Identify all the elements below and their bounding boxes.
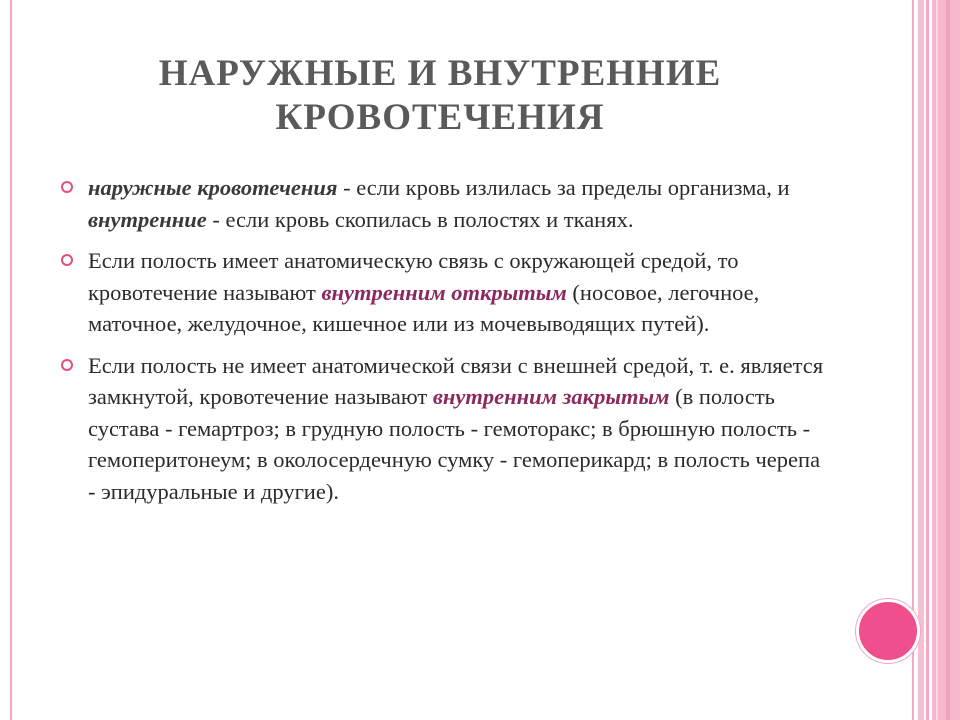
title-line-1: НАРУЖНЫЕ И ВНУТРЕННИЕ: [158, 53, 722, 94]
bullet-circle-icon: [61, 181, 73, 193]
term: наружные кровотечения: [88, 175, 338, 200]
slide-title: [80, 52, 800, 140]
pink-circle-icon: [856, 599, 920, 663]
stripe: [936, 0, 938, 720]
title-line-2: КРОВОТЕЧЕНИЯ: [275, 97, 605, 138]
bullet-text: (носовое, легочное, маточное, желудочное, кишечное или из мочевыводящих путей).: [88, 279, 760, 336]
right-decorative-stripes: [912, 0, 960, 720]
bullet-text: Если полость имеет анатомическую связь с окружающей средой, то кровотечение называют: [88, 248, 739, 305]
bullet-item: [60, 350, 830, 508]
bullet-text: - если кровь скопилась в полостях и тканях.: [206, 206, 634, 232]
term: внутренние: [88, 206, 207, 232]
bullet-list: [60, 172, 830, 517]
term-accent: внутренним закрытым: [432, 384, 670, 409]
bullet-circle-icon: [61, 359, 73, 371]
bullet-circle-icon: [61, 254, 73, 266]
bullet-text: - если кровь излилась за пределы организма, и: [337, 175, 790, 200]
bullet-text: Если полость не имеет анатомической связи с внешней средой, т. е. является замкнутой, кровотечение называют: [88, 352, 824, 409]
stripe: [926, 0, 929, 720]
stripe: [918, 0, 924, 720]
stripe: [946, 0, 950, 720]
term-accent: внутренним открытым: [321, 279, 567, 305]
left-decorative-line: [10, 0, 12, 720]
bullet-text: (в полость сустава - гемартроз; в грудную полость - гемоторакс; в брюшную полость - гемоперитонеум; в околосердечную сумку - гемоперикард; в полость черепа - эпидуральные и другие).: [88, 384, 821, 504]
bullet-item: [60, 245, 830, 340]
bullet-item: [60, 172, 830, 235]
